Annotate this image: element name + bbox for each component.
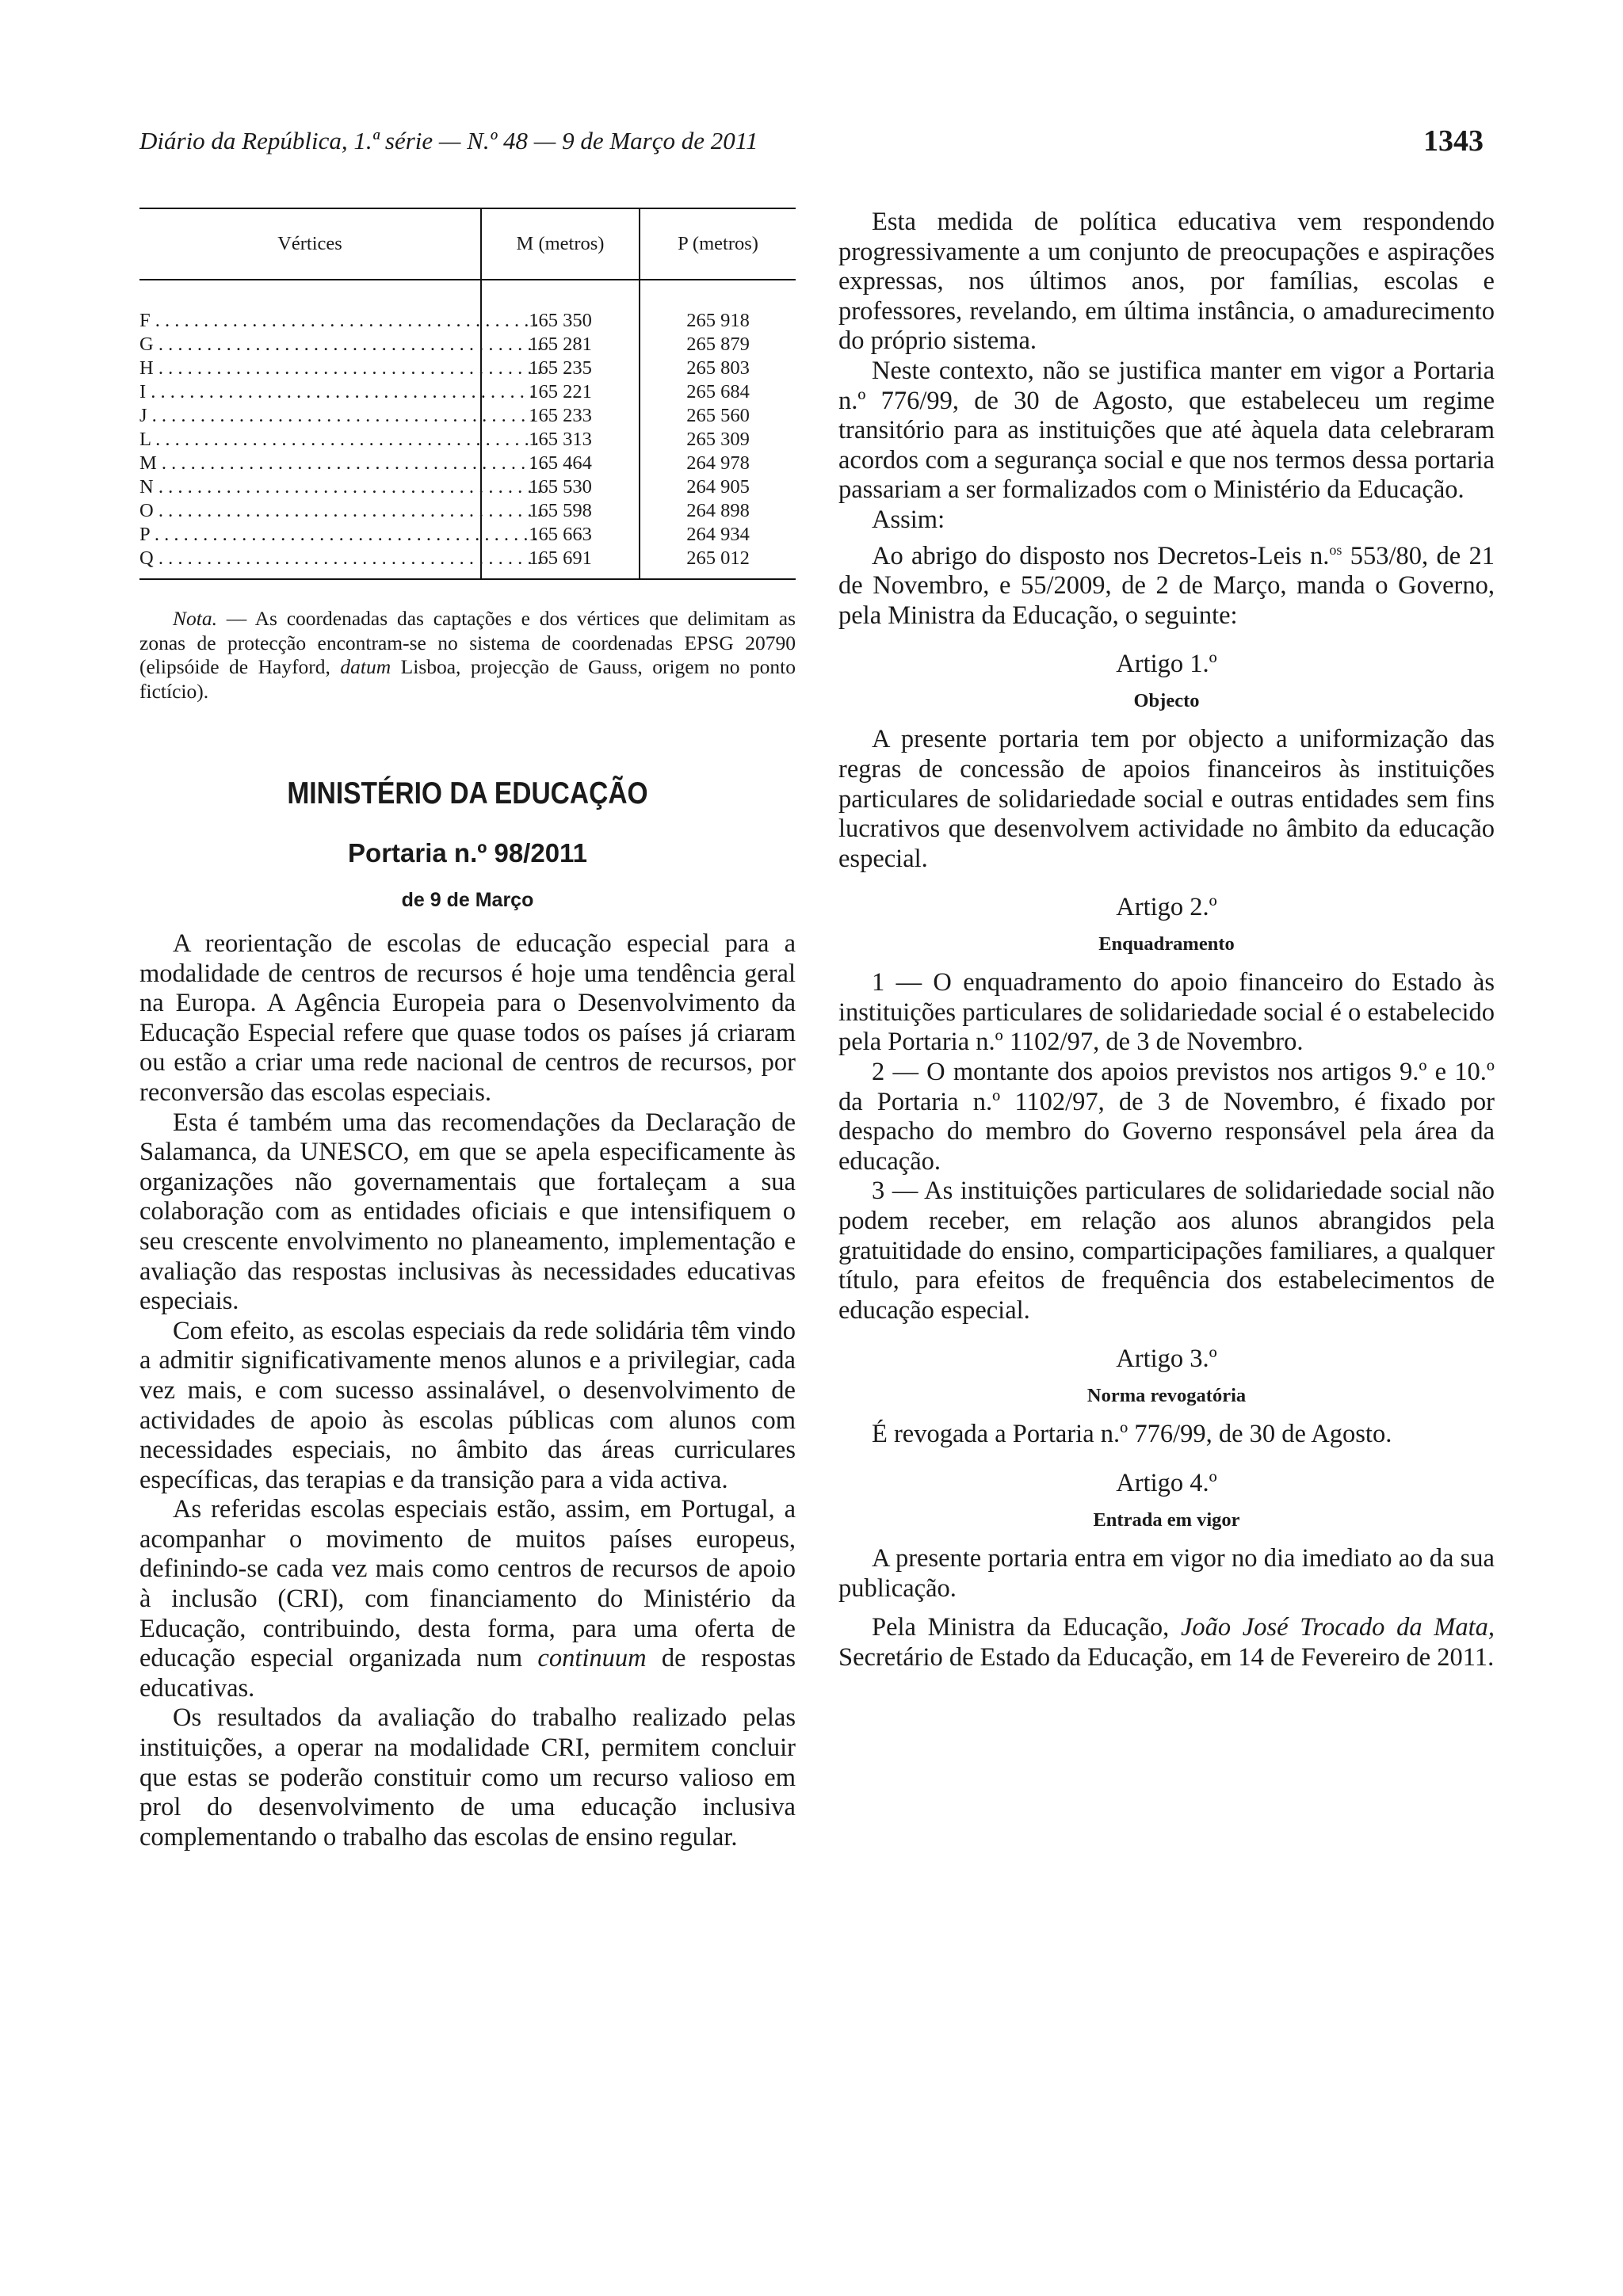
vertex-cell	[139, 333, 542, 357]
table-row	[139, 452, 796, 475]
spacer	[838, 1604, 1495, 1613]
article-3-paragraph: É revogada a Portaria n.º 776/99, de 30 de Agosto.	[872, 1420, 1392, 1449]
portaria-title: Portaria n.º 98/2011	[348, 838, 587, 868]
table-header-row	[139, 208, 796, 280]
vertex-label: F . . . . . . . . . . . . . . . . . . . . . . . . . . . . . . . . . . . . . . . .	[139, 310, 539, 331]
paragraph-text: Ao abrigo do disposto nos Decretos-Leis n.	[872, 541, 1330, 570]
article-2-paragraph-1: 1 — O enquadramento do apoio financeiro do Estado às instituições particulares de solidariedade social é o estabelecido pela Portaria n.º 1102/97, de 3 de Novembro.	[838, 968, 1495, 1057]
table-row	[139, 280, 796, 333]
article-2-title: Artigo 2.º	[1116, 893, 1217, 922]
paragraph: Esta é também uma das recomendações da Declaração de Salamanca, da UNESCO, em que se apela especificamente às organizações não governamentais que fortaleçam a sua colaboração com as entidades oficiais e que intensifiquem o seu crescente envolvimento no planeamento, implementação e avaliação das respostas inclusivas às necessidades educativas especiais.	[139, 1108, 796, 1316]
m-value: 165 235	[481, 357, 640, 380]
note-text-b: Lisboa, projecção de Gauss, origem no ponto fictício).	[139, 655, 796, 703]
m-value: 165 221	[481, 380, 640, 404]
table-row	[139, 333, 796, 357]
m-value: 165 530	[481, 475, 640, 499]
article-4-subtitle: Entrada em vigor	[1093, 1509, 1240, 1531]
article-1-paragraph: A presente portaria tem por objecto a uniformização das regras de concessão de apoios financeiros às instituições particulares de solidariedade social e outras entidades sem fins lucrativos que desenvolvem actividade no âmbito da educação especial.	[838, 725, 1495, 873]
signature-prefix: Pela Ministra da Educação,	[872, 1613, 1181, 1642]
vertex-label: H . . . . . . . . . . . . . . . . . . . . . . . . . . . . . . . . . . . . . . . .	[139, 357, 542, 379]
table-row	[139, 428, 796, 452]
table-note	[139, 607, 796, 704]
vertex-label: J . . . . . . . . . . . . . . . . . . . . . . . . . . . . . . . . . . . . . . . .	[139, 405, 536, 426]
vertex-cell	[139, 547, 542, 579]
paragraph-text: As referidas escolas especiais estão, assim, em Portugal, a acompanhar o movimento de muitos países europeus, definindo-se cada vez mais como centros de recursos de apoio à inclusão (CRI), com financiamento do Ministério da Educação, contribuindo, desta forma, para uma oferta de educação especial organizada num	[139, 1495, 796, 1673]
p-value: 265 918	[686, 310, 750, 331]
paragraph: Com efeito, as escolas especiais da rede solidária têm vindo a admitir significativamente menos alunos e a privilegiar, cada vez mais, e com sucesso assinalável, o desenvolvimento de actividades de apoio às escolas públicas com alunos com necessidades especiais, no âmbito das áreas curriculares específicas, das terapias e da transição para a vida activa.	[139, 1316, 796, 1494]
article-2-subtitle: Enquadramento	[1098, 933, 1235, 955]
paragraph	[139, 1495, 796, 1703]
p-value: 265 560	[686, 405, 750, 426]
table-row	[139, 499, 796, 523]
vertex-label: L . . . . . . . . . . . . . . . . . . . . . . . . . . . . . . . . . . . . . . . .	[139, 429, 540, 450]
vertex-label: Q . . . . . . . . . . . . . . . . . . . . . . . . . . . . . . . . . . . . . . . .	[139, 547, 542, 569]
p-value: 265 012	[686, 547, 750, 569]
p-value: 265 309	[686, 429, 750, 450]
article-4-title: Artigo 4.º	[1116, 1469, 1217, 1497]
p-value: 264 905	[686, 476, 750, 498]
paragraph: A reorientação de escolas de educação especial para a modalidade de centros de recursos é hoje uma tendência geral na Europa. A Agência Europeia para o Desenvolvimento da Educação Especial refere que quase todos os países já criaram ou estão a criar uma rede nacional de centros de recursos, por reconversão das escolas especiais.	[139, 929, 796, 1107]
note-datum: datum	[340, 655, 391, 678]
vertex-label: N . . . . . . . . . . . . . . . . . . . . . . . . . . . . . . . . . . . . . . . .	[139, 476, 542, 498]
vertex-cell	[139, 475, 542, 499]
vertex-label: M . . . . . . . . . . . . . . . . . . . . . . . . . . . . . . . . . . . . . . . .	[139, 452, 545, 474]
table-row	[139, 547, 796, 579]
vertex-cell	[139, 357, 542, 380]
p-value: 265 803	[686, 357, 750, 379]
m-value: 165 691	[481, 547, 640, 579]
paragraph: Neste contexto, não se justifica manter em vigor a Portaria n.º 776/99, de 30 de Agosto, que estabeleceu um regime transitório para as instituições que até àquela data celebraram acordos com a segurança social e que nos termos dessa portaria passariam a ser formalizados com o Ministério da Educação.	[838, 356, 1495, 505]
column-header-p: P (metros)	[640, 208, 796, 280]
paragraph: Esta medida de política educativa vem respondendo progressivamente a um conjunto de preocupações e aspirações expressas, nos últimos anos, por famílias, escolas e professores, revelando, em última instância, o amadurecimento do próprio sistema.	[838, 208, 1495, 356]
m-value: 165 663	[481, 523, 640, 547]
m-value: 165 313	[481, 428, 640, 452]
vertex-cell	[139, 523, 538, 547]
table-row	[139, 380, 796, 404]
p-value: 265 684	[686, 381, 750, 402]
p-value: 265 879	[686, 334, 750, 355]
column-header-vertices: Vértices	[139, 208, 481, 280]
page-number: 1343	[1423, 124, 1484, 158]
article-1-title: Artigo 1.º	[1116, 650, 1217, 679]
page-header	[139, 124, 1484, 165]
article-4-paragraph: A presente portaria entra em vigor no dia imediato ao da sua publicação.	[838, 1544, 1495, 1603]
column-header-m: M (metros)	[481, 208, 640, 280]
note-text-a: — As coordenadas das captações e dos vértices que delimitam as zonas de protecção encontram-se no sistema de coordenadas EPSG 20790 (elipsóide de Hayford,	[139, 607, 796, 678]
m-value: 165 598	[481, 499, 640, 523]
vertex-cell	[139, 499, 542, 523]
signatory-name: João José Trocado da Mata,	[1180, 1613, 1495, 1642]
signature	[838, 1613, 1495, 1672]
note-label: Nota.	[173, 607, 217, 630]
vertex-cell	[139, 280, 539, 333]
italic-term: continuum	[537, 1644, 647, 1673]
paragraph-text: de respostas educativas.	[139, 1644, 796, 1703]
m-value: 165 464	[481, 452, 640, 475]
vertex-label: G . . . . . . . . . . . . . . . . . . . . . . . . . . . . . . . . . . . . . . . .	[139, 334, 542, 355]
coordinates-table	[139, 208, 796, 580]
signature-suffix: Secretário de Estado da Educação, em 14 de Fevereiro de 2011.	[838, 1642, 1495, 1672]
table-body	[139, 280, 796, 579]
table-row	[139, 523, 796, 547]
article-3-title: Artigo 3.º	[1116, 1344, 1217, 1374]
vertex-cell	[139, 380, 535, 404]
p-value: 264 898	[686, 500, 750, 521]
p-value: 264 978	[686, 452, 750, 474]
m-value: 165 350	[481, 280, 640, 333]
vertex-cell	[139, 404, 536, 428]
p-value: 264 934	[686, 524, 750, 545]
vertex-cell	[139, 452, 545, 475]
paragraph	[838, 536, 1495, 631]
paragraph: Assim:	[872, 505, 945, 534]
table-row	[139, 475, 796, 499]
m-value: 165 281	[481, 333, 640, 357]
ministry-heading: MINISTÉRIO DA EDUCAÇÃO	[287, 776, 648, 810]
article-3-subtitle: Norma revogatória	[1086, 1385, 1247, 1407]
article-2-paragraph-3: 3 — As instituições particulares de solidariedade social não podem receber, em relação aos alunos abrangidos pela gratuitidade do ensino, comparticipações familiares, a qualquer título, para efeitos de frequência dos estabelecimentos de educação especial.	[838, 1177, 1495, 1325]
article-2-paragraph-2: 2 — O montante dos apoios previstos nos artigos 9.º e 10.º da Portaria n.º 1102/97, de 3 de Novembro, é fixado por despacho do membro do Governo responsável pela área da educação.	[838, 1058, 1495, 1176]
superscript: os	[1329, 541, 1342, 558]
portaria-date: de 9 de Março	[401, 889, 534, 911]
article-1-subtitle: Objecto	[1133, 690, 1200, 712]
table-row	[139, 404, 796, 428]
vertex-cell	[139, 428, 540, 452]
paragraph-text: 553/80, de 21 de Novembro, e 55/2009, de 2 de Março, manda o Governo, pela Ministra da Educação, o seguinte:	[838, 541, 1495, 630]
left-column	[139, 208, 796, 1852]
right-column	[838, 208, 1495, 1672]
vertex-label: I . . . . . . . . . . . . . . . . . . . . . . . . . . . . . . . . . . . . . . . .	[139, 381, 535, 402]
table-row	[139, 357, 796, 380]
m-value: 165 233	[481, 404, 640, 428]
journal-title: Diário da República, 1.ª série — N.º 48 — 9 de Março de 2011	[139, 127, 758, 154]
vertex-label: P . . . . . . . . . . . . . . . . . . . . . . . . . . . . . . . . . . . . . . . .	[139, 524, 538, 545]
paragraph: Os resultados da avaliação do trabalho realizado pelas instituições, a operar na modalidade CRI, permitem concluir que estas se poderão constituir como um recurso valioso em prol do desenvolvimento de uma educação inclusiva complementando o trabalho das escolas de ensino regular.	[139, 1703, 796, 1852]
vertex-label: O . . . . . . . . . . . . . . . . . . . . . . . . . . . . . . . . . . . . . . . .	[139, 500, 542, 521]
